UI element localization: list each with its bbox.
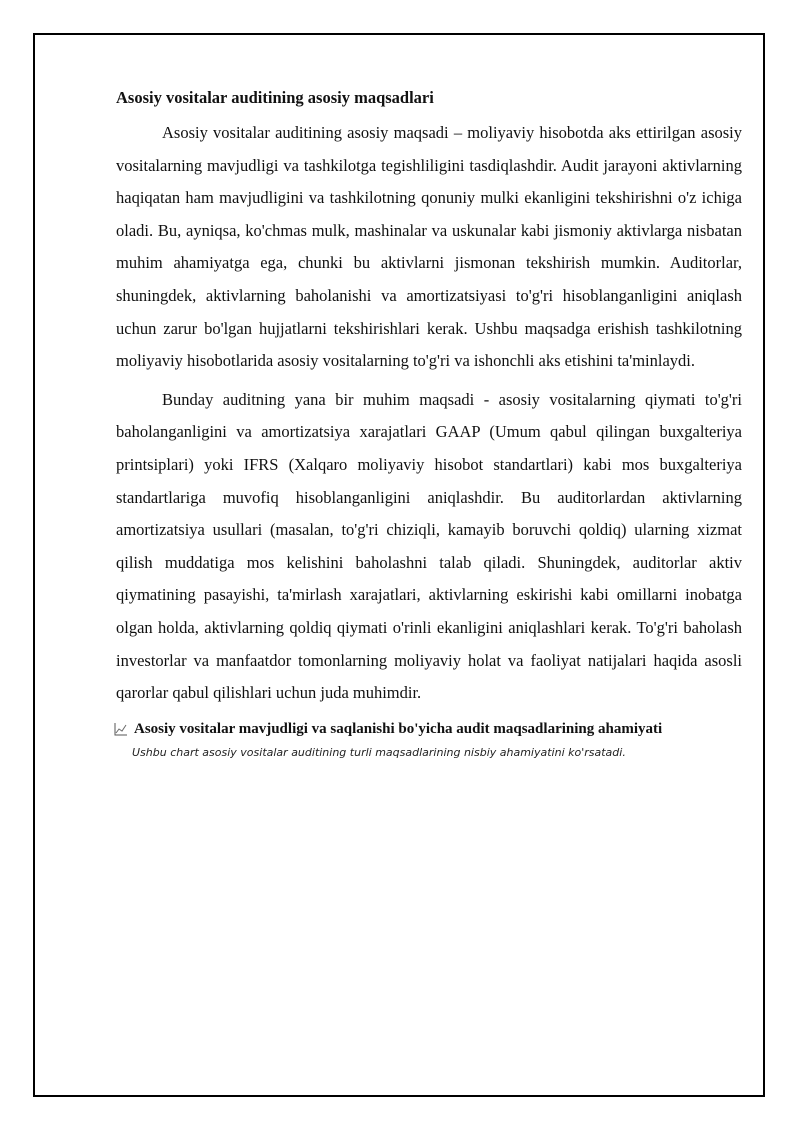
paragraph-1: Asosiy vositalar auditining asosiy maqsadi – moliyaviy hisobotda aks ettirilgan asosiy vositalarning mavjudligi va tashkilotga tegishliligini tasdiqlashdir. Audit jarayoni aktivlarning haqiqatan ham mavjudligini va tashkilotning qonuniy mulki ekanligini tekshirishni o'z ichiga oladi. Bu, ayniqsa, ko'chmas mulk, mashinalar va uskunalar kabi jismoniy aktivlarga nisbatan muhim ahamiyatga ega, chunki bu aktivlarni jismonan tekshirish mumkin. Auditorlar, shuningdek, aktivlarning baholanishi va amortizatsiyasi to'g'ri hisoblanganligini aniqlash uchun zarur bo'lgan hujjatlarni tekshirishlari kerak. Ushbu maqsadga erishish tashkilotning moliyaviy hisobotlarida asosiy vositalarning to'g'ri va ishonchli aks etishini ta'minlaydi.	[116, 123, 742, 371]
chart-title-row	[114, 718, 742, 740]
chart-subtitle: Ushbu chart asosiy vositalar auditining turli maqsadlarining nisbiy ahamiyatini ko'rsatadi.	[132, 745, 626, 759]
chart-title: Asosiy vositalar mavjudligi va saqlanishi bo'yicha audit maqsadlarining ahamiyati	[134, 720, 663, 737]
document-body	[116, 86, 742, 762]
chart-caption-block	[116, 718, 742, 762]
section-heading: Asosiy vositalar auditining asosiy maqsadlari	[116, 88, 434, 107]
chart-line-icon	[114, 722, 128, 736]
paragraph-2: Bunday auditning yana bir muhim maqsadi - asosiy vositalarning qiymati to'g'ri baholanganligini va amortizatsiya xarajatlari GAAP (Umum qabul qilingan buxgalteriya printsiplari) yoki IFRS (Xalqaro moliyaviy hisobot standartlari) kabi mos buxgalteriya standartlariga muvofiq hisoblanganligini aniqlashdir. Bu auditorlardan aktivlarning amortizatsiya usullari (masalan, to'g'ri chiziqli, kamayib boruvchi qoldiq) ularning xizmat qilish muddatiga mos kelishini baholashni talab qiladi. Shuningdek, auditorlar aktiv qiymatining pasayishi, ta'mirlash xarajatlari, aktivlarning eskirishi kabi omillarni inobatga olgan holda, aktivlarning qoldiq qiymati o'rinli ekanligini aniqlashlari kerak. To'g'ri baholash investorlar va manfaatdor tomonlarning moliyaviy holat va faoliyat natijalari haqida asosli qarorlar qabul qilishlari uchun juda muhimdir.	[116, 389, 742, 703]
